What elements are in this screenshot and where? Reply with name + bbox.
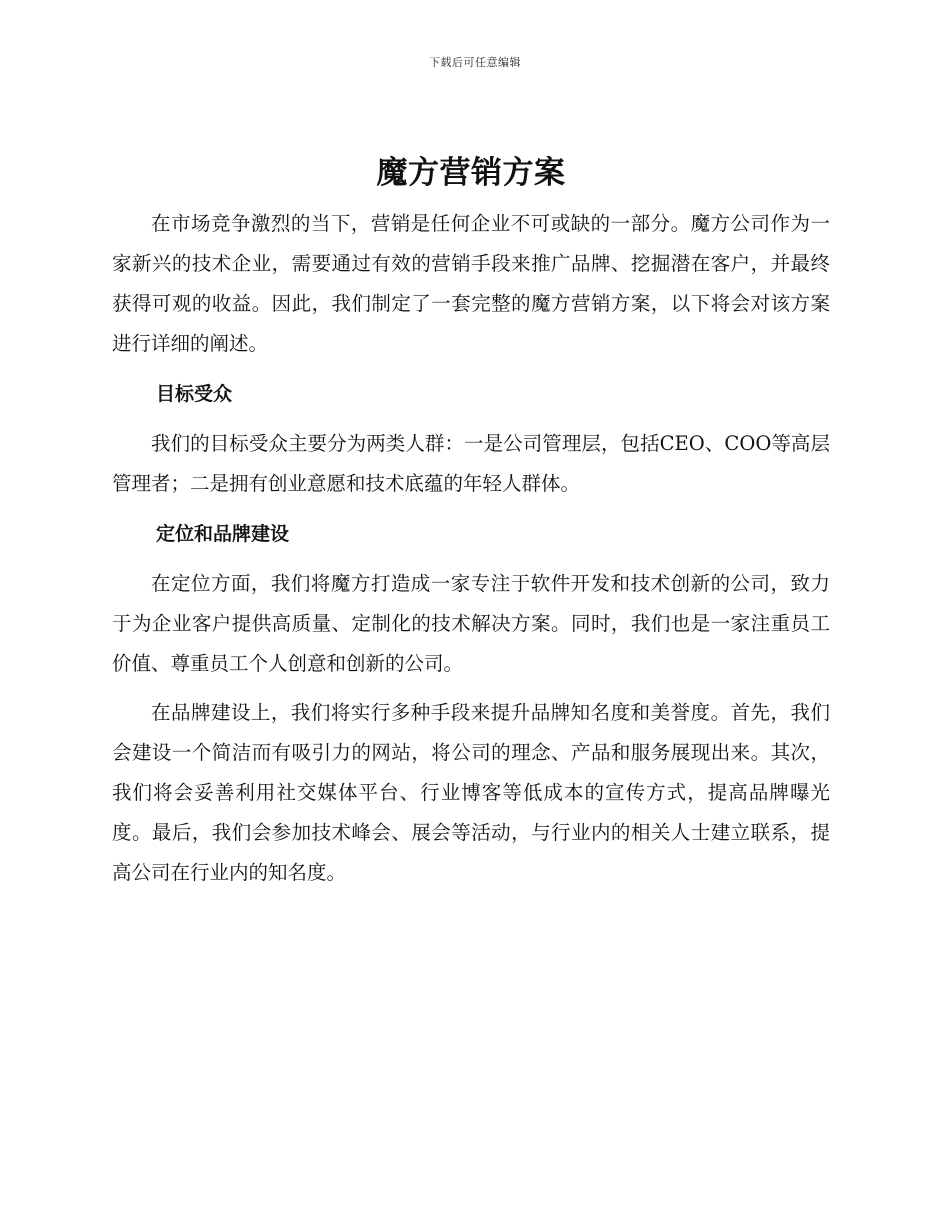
section-paragraph: 在品牌建设上，我们将实行多种手段来提升品牌知名度和美誉度。首先，我们会建设一个简洁而有吸引力的网站，将公司的理念、产品和服务展现出来。其次，我们将会妥善利用社交媒体平台、行业博客等低成本的宣传方式，提高品牌曝光度。最后，我们会参加技术峰会、展会等活动，与行业内的相关人士建立联系，提高公司在行业内的知名度。 bbox=[112, 701, 830, 884]
page-title: 魔方营销方案 bbox=[376, 155, 566, 191]
document-body bbox=[112, 148, 830, 893]
section-target-audience bbox=[112, 374, 830, 504]
section-paragraph: 在定位方面，我们将魔方打造成一家专注于软件开发和技术创新的公司，致力于为企业客户提供高质量、定制化的技术解决方案。同时，我们也是一家注重员工价值、尊重员工个人创意和创新的公司。 bbox=[112, 572, 830, 675]
section-heading: 目标受众 bbox=[156, 383, 233, 405]
section-heading: 定位和品牌建设 bbox=[156, 523, 290, 545]
section-positioning-branding bbox=[112, 514, 830, 893]
section-paragraph: 我们的目标受众主要分为两类人群：一是公司管理层，包括CEO、COO等高层管理者；二是拥有创业意愿和技术底蕴的年轻人群体。 bbox=[112, 432, 830, 495]
header-note: 下载后可任意编辑 bbox=[429, 56, 521, 69]
intro-paragraph: 在市场竞争激烈的当下，营销是任何企业不可或缺的一部分。魔方公司作为一家新兴的技术企业，需要通过有效的营销手段来推广品牌、挖掘潜在客户，并最终获得可观的收益。因此，我们制定了一套完整的魔方营销方案，以下将会对该方案进行详细的阐述。 bbox=[112, 212, 830, 355]
